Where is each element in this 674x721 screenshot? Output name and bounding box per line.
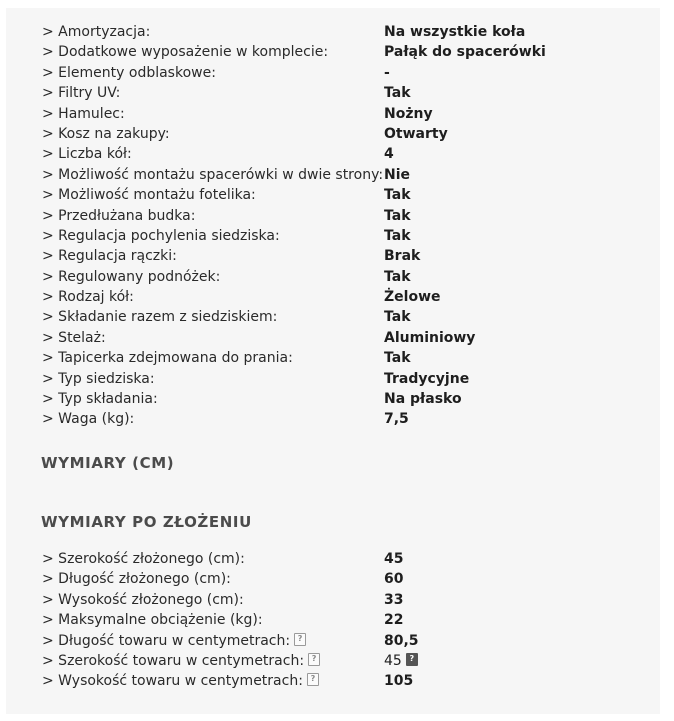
spec-row-regulacja-siedziska bbox=[42, 226, 642, 246]
spec-label: > Możliwość montażu fotelika: bbox=[42, 187, 256, 204]
spec-row-dlugosc-zlozonego bbox=[42, 569, 642, 589]
spec-row-liczba-kol bbox=[42, 144, 642, 164]
spec-label: > Przedłużana budka: bbox=[42, 207, 196, 224]
spec-value: 7,5 bbox=[384, 411, 409, 428]
spec-value: Tak bbox=[384, 268, 411, 285]
section-heading-folded-dimensions: WYMIARY PO ZŁOŻENIU bbox=[41, 513, 252, 531]
spec-label: > Składanie razem z siedziskiem: bbox=[42, 309, 278, 326]
spec-label: > Hamulec: bbox=[42, 105, 125, 122]
spec-value: Na płasko bbox=[384, 391, 462, 408]
help-icon[interactable]: ? bbox=[308, 653, 320, 666]
spec-label: > Wysokość złożonego (cm): bbox=[42, 591, 244, 608]
help-icon[interactable]: ? bbox=[307, 673, 319, 686]
spec-label: > Tapicerka zdejmowana do prania: bbox=[42, 350, 293, 367]
spec-label bbox=[42, 631, 306, 651]
spec-label: > Regulacja rączki: bbox=[42, 248, 177, 265]
spec-label: > Dodatkowe wyposażenie w komplecie: bbox=[42, 44, 329, 61]
spec-label: > Możliwość montażu spacerówki w dwie strony: bbox=[42, 166, 384, 183]
spec-row-montaz-fotelika bbox=[42, 185, 642, 205]
spec-value: 80,5 bbox=[384, 632, 419, 649]
folded-specs-list bbox=[42, 549, 642, 692]
spec-value: Pałąk do spacerówki bbox=[384, 44, 546, 61]
spec-label: > Maksymalne obciążenie (kg): bbox=[42, 612, 263, 629]
spec-value: Tak bbox=[384, 227, 411, 244]
spec-label bbox=[42, 651, 320, 671]
spec-value: Aluminiowy bbox=[384, 329, 476, 346]
spec-label: > Typ siedziska: bbox=[42, 370, 155, 387]
spec-value: - bbox=[384, 64, 390, 81]
spec-label: > Stelaż: bbox=[42, 329, 106, 346]
spec-label: > Typ składania: bbox=[42, 391, 158, 408]
spec-label: > Elementy odblaskowe: bbox=[42, 64, 216, 81]
spec-row-wysokosc-zlozonego bbox=[42, 590, 642, 610]
spec-row-dodatkowe-wyposazenie bbox=[42, 42, 642, 62]
spec-label-text: > Wysokość towaru w centymetrach: bbox=[42, 673, 303, 690]
spec-row-stelaz bbox=[42, 328, 642, 348]
spec-value: Tak bbox=[384, 207, 411, 224]
spec-row-typ-siedziska bbox=[42, 369, 642, 389]
spec-value bbox=[384, 651, 418, 671]
spec-label bbox=[42, 671, 319, 691]
spec-row-przedluzana-budka bbox=[42, 206, 642, 226]
spec-value: Żelowe bbox=[384, 289, 441, 306]
spec-value: 33 bbox=[384, 591, 404, 608]
spec-row-regulacja-raczki bbox=[42, 246, 642, 266]
spec-value-text: 45 bbox=[384, 652, 402, 669]
spec-label: > Kosz na zakupy: bbox=[42, 125, 170, 142]
spec-value: 22 bbox=[384, 612, 404, 629]
spec-row-rodzaj-kol bbox=[42, 287, 642, 307]
spec-row-szerokosc-towaru bbox=[42, 651, 642, 671]
spec-row-szerokosc-zlozonego bbox=[42, 549, 642, 569]
spec-value: Tak bbox=[384, 309, 411, 326]
spec-label: > Regulowany podnóżek: bbox=[42, 268, 221, 285]
section-heading-dimensions: WYMIARY (CM) bbox=[41, 454, 175, 472]
spec-value: Tradycyjne bbox=[384, 370, 470, 387]
spec-row-kosz-na-zakupy bbox=[42, 124, 642, 144]
spec-value: Na wszystkie koła bbox=[384, 24, 526, 40]
spec-row-filtry-uv bbox=[42, 83, 642, 103]
specs-list bbox=[42, 22, 642, 430]
spec-row-wysokosc-towaru bbox=[42, 671, 642, 691]
spec-label-text: > Szerokość towaru w centymetrach: bbox=[42, 652, 305, 669]
spec-label: > Filtry UV: bbox=[42, 85, 121, 102]
spec-row-waga bbox=[42, 409, 642, 429]
spec-row-podnozek bbox=[42, 267, 642, 287]
spec-label: > Amortyzacja: bbox=[42, 24, 151, 40]
spec-value: Tak bbox=[384, 350, 411, 367]
spec-row-dlugosc-towaru bbox=[42, 631, 642, 651]
help-icon[interactable]: ? bbox=[294, 633, 306, 646]
spec-label: > Regulacja pochylenia siedziska: bbox=[42, 227, 280, 244]
spec-row-skladanie-z-siedziskiem bbox=[42, 307, 642, 327]
spec-row-typ-skladania bbox=[42, 389, 642, 409]
spec-label: > Rodzaj kół: bbox=[42, 289, 134, 306]
spec-label: > Długość złożonego (cm): bbox=[42, 571, 231, 588]
spec-row-amortyzacja bbox=[42, 22, 642, 42]
spec-value: 105 bbox=[384, 673, 414, 690]
spec-row-montaz-dwie-strony bbox=[42, 165, 642, 185]
spec-value: Tak bbox=[384, 187, 411, 204]
spec-label: > Szerokość złożonego (cm): bbox=[42, 551, 245, 567]
help-icon[interactable]: ? bbox=[406, 653, 418, 666]
spec-value: Tak bbox=[384, 85, 411, 102]
product-specs-panel bbox=[6, 8, 660, 714]
spec-value: Otwarty bbox=[384, 125, 448, 142]
spec-value: 4 bbox=[384, 146, 394, 163]
spec-label: > Waga (kg): bbox=[42, 411, 135, 428]
spec-label: > Liczba kół: bbox=[42, 146, 132, 163]
spec-value: 45 bbox=[384, 551, 404, 567]
spec-row-elementy-odblaskowe bbox=[42, 63, 642, 83]
spec-value: Nie bbox=[384, 166, 411, 183]
spec-value: Brak bbox=[384, 248, 421, 265]
spec-value: 60 bbox=[384, 571, 404, 588]
spec-row-hamulec bbox=[42, 104, 642, 124]
spec-row-tapicerka bbox=[42, 348, 642, 368]
spec-value: Nożny bbox=[384, 105, 433, 122]
spec-label-text: > Długość towaru w centymetrach: bbox=[42, 632, 291, 649]
spec-row-maksymalne-obciazenie bbox=[42, 610, 642, 630]
